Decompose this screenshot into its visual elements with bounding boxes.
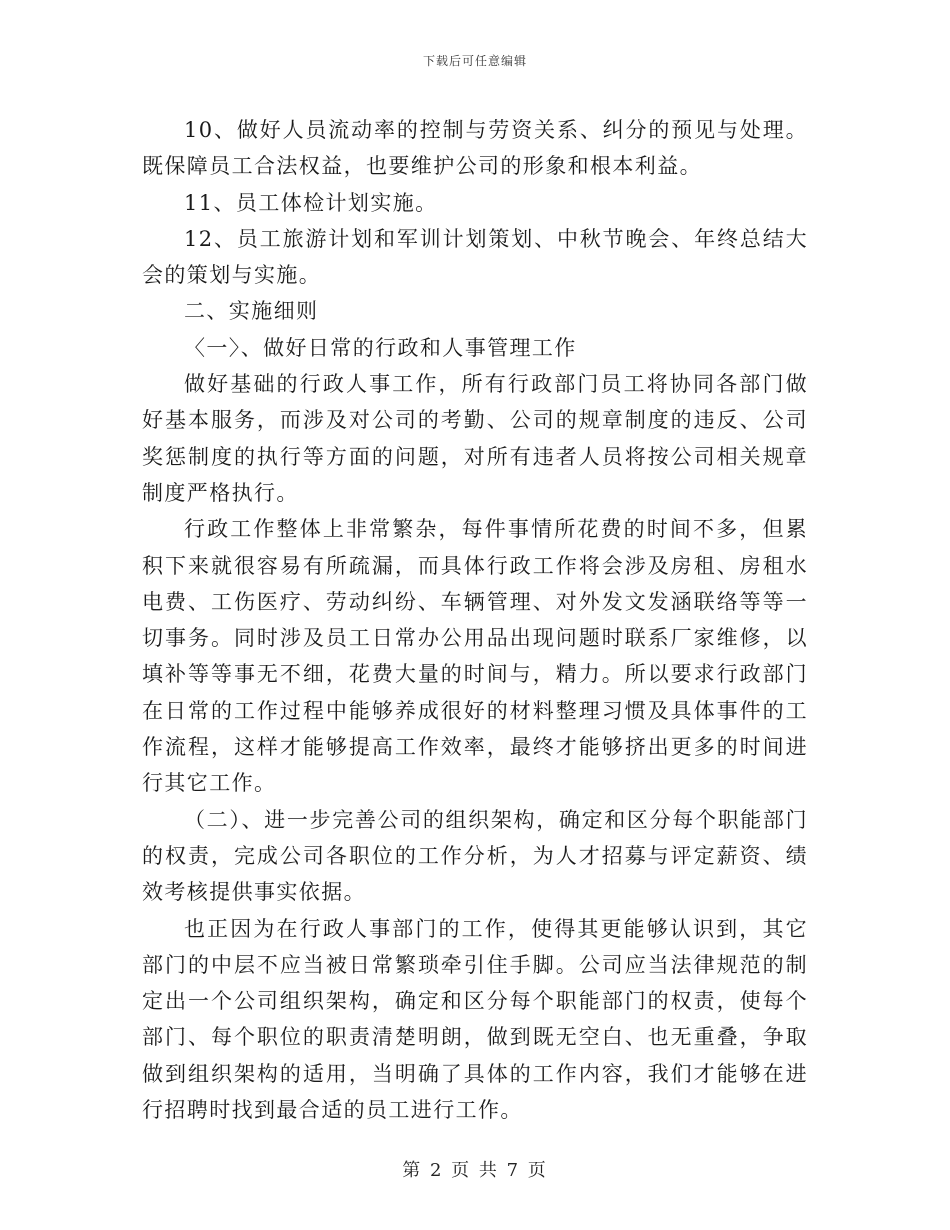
paragraph-item-12: 12、员工旅游计划和军训计划策划、中秋节晚会、年终总结大会的策划与实施。 bbox=[142, 226, 808, 288]
subsection-heading-2: （二）、进一步完善公司的组织架构，确定和区分每个职能部门的权责，完成公司各职位的工作分析，为人才招募与评定薪资、绩效考核提供事实依据。 bbox=[142, 807, 808, 905]
paragraph-org-structure: 也正因为在行政人事部门的工作，使得其更能够认识到，其它部门的中层不应当被日常繁琐牵引住手脚。公司应当法律规范的制定出一个公司组织架构，确定和区分每个职能部门的权责，使每个部门、每个职位的职责清楚明朗，做到既无空白、也无重叠，争取做到组织架构的适用，当明确了具体的工作内容，我们才能够在进行招聘时找到最合适的员工进行工作。 bbox=[142, 916, 808, 1123]
page-number: 第 2 页 共 7 页 bbox=[402, 1160, 548, 1181]
section-heading-implementation: 二、实施细则 bbox=[184, 299, 319, 324]
paragraph-item-10: 10、做好人员流动率的控制与劳资关系、纠分的预见与处理。既保障员工合法权益，也要维护公司的形象和根本利益。 bbox=[142, 118, 808, 179]
subsection-heading-1: 〈一〉、做好日常的行政和人事管理工作 bbox=[184, 335, 577, 360]
paragraph-admin-work: 行政工作整体上非常繁杂，每件事情所花费的时间不多，但累积下来就很容易有所疏漏，而具体行政工作将会涉及房租、房租水电费、工伤医疗、劳动纠纷、车辆管理、对外发文发涵联络等等一切事务。同时涉及员工日常办公用品出现问题时联系厂家维修，以填补等等事无不细，花费大量的时间与，精力。所以要求行政部门在日常的工作过程中能够养成很好的材料整理习惯及具体事件的工作流程，这样才能够提高工作效率，最终才能够挤出更多的时间进行其它工作。 bbox=[142, 517, 808, 796]
document-body bbox=[142, 112, 808, 1128]
paragraph-item-11: 11、员工体检计划实施。 bbox=[184, 190, 438, 215]
page-header: 下载后可任意编辑 bbox=[422, 54, 527, 68]
paragraph-basic-admin: 做好基础的行政人事工作，所有行政部门员工将协同各部门做好基本服务，而涉及对公司的考勤、公司的规章制度的违反、公司奖惩制度的执行等方面的问题，对所有违者人员将按公司相关规章制度严格执行。 bbox=[142, 372, 808, 505]
